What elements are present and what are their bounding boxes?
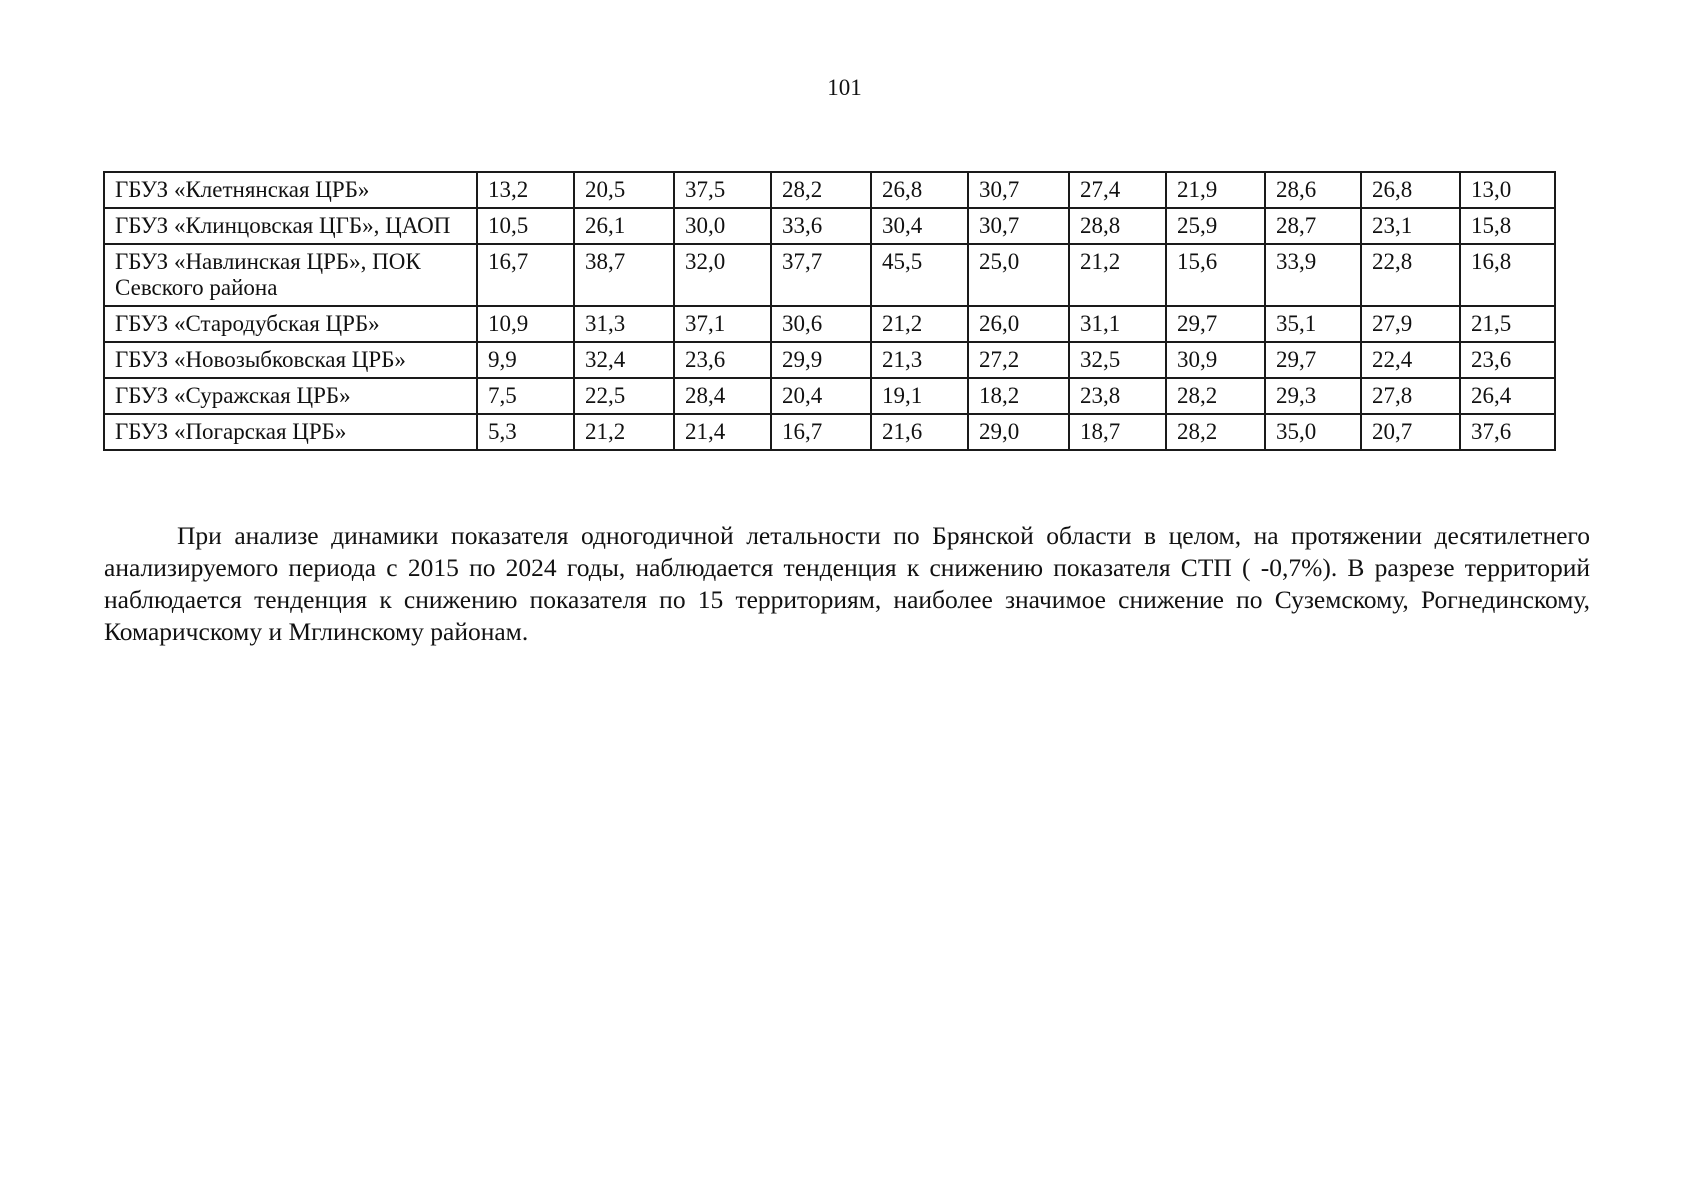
value-cell: 23,6 [674, 342, 771, 378]
value-cell: 30,4 [871, 208, 968, 244]
value-cell: 27,4 [1069, 172, 1166, 208]
value-cell: 28,7 [1265, 208, 1361, 244]
value-cell: 29,9 [771, 342, 871, 378]
value-cell: 23,1 [1361, 208, 1460, 244]
value-cell: 22,5 [574, 378, 674, 414]
value-cell: 30,0 [674, 208, 771, 244]
value-cell: 27,9 [1361, 306, 1460, 342]
value-cell: 33,6 [771, 208, 871, 244]
value-cell: 21,9 [1166, 172, 1265, 208]
value-cell: 21,2 [1069, 244, 1166, 306]
value-cell: 33,9 [1265, 244, 1361, 306]
value-cell: 35,1 [1265, 306, 1361, 342]
value-cell: 30,9 [1166, 342, 1265, 378]
value-cell: 30,7 [968, 208, 1069, 244]
value-cell: 26,0 [968, 306, 1069, 342]
value-cell: 22,4 [1361, 342, 1460, 378]
value-cell: 45,5 [871, 244, 968, 306]
table-row [104, 306, 1555, 342]
value-cell: 20,5 [574, 172, 674, 208]
value-cell: 26,1 [574, 208, 674, 244]
table-row [104, 172, 1555, 208]
value-cell: 32,4 [574, 342, 674, 378]
value-cell: 28,2 [1166, 378, 1265, 414]
value-cell: 29,0 [968, 414, 1069, 450]
value-cell: 38,7 [574, 244, 674, 306]
value-cell: 20,7 [1361, 414, 1460, 450]
value-cell: 10,9 [477, 306, 574, 342]
value-cell: 27,2 [968, 342, 1069, 378]
value-cell: 21,4 [674, 414, 771, 450]
value-cell: 18,7 [1069, 414, 1166, 450]
table-row [104, 342, 1555, 378]
value-cell: 18,2 [968, 378, 1069, 414]
value-cell: 32,0 [674, 244, 771, 306]
value-cell: 25,9 [1166, 208, 1265, 244]
value-cell: 21,2 [574, 414, 674, 450]
value-cell: 20,4 [771, 378, 871, 414]
value-cell: 13,2 [477, 172, 574, 208]
value-cell: 13,0 [1460, 172, 1555, 208]
value-cell: 35,0 [1265, 414, 1361, 450]
institution-name-cell: ГБУЗ «Погарская ЦРБ» [104, 414, 477, 450]
value-cell: 28,4 [674, 378, 771, 414]
value-cell: 25,0 [968, 244, 1069, 306]
institution-name-cell: ГБУЗ «Суражская ЦРБ» [104, 378, 477, 414]
value-cell: 32,5 [1069, 342, 1166, 378]
value-cell: 37,7 [771, 244, 871, 306]
value-cell: 16,8 [1460, 244, 1555, 306]
value-cell: 15,8 [1460, 208, 1555, 244]
value-cell: 22,8 [1361, 244, 1460, 306]
table-row [104, 378, 1555, 414]
value-cell: 30,6 [771, 306, 871, 342]
value-cell: 5,3 [477, 414, 574, 450]
institution-name-cell: ГБУЗ «Стародубская ЦРБ» [104, 306, 477, 342]
value-cell: 30,7 [968, 172, 1069, 208]
table-row [104, 208, 1555, 244]
value-cell: 29,3 [1265, 378, 1361, 414]
value-cell: 10,5 [477, 208, 574, 244]
value-cell: 37,6 [1460, 414, 1555, 450]
value-cell: 28,8 [1069, 208, 1166, 244]
value-cell: 26,8 [871, 172, 968, 208]
value-cell: 31,1 [1069, 306, 1166, 342]
mortality-table [103, 171, 1556, 451]
institution-name-cell: ГБУЗ «Новозыбковская ЦРБ» [104, 342, 477, 378]
value-cell: 27,8 [1361, 378, 1460, 414]
value-cell: 26,8 [1361, 172, 1460, 208]
value-cell: 26,4 [1460, 378, 1555, 414]
value-cell: 16,7 [771, 414, 871, 450]
value-cell: 29,7 [1166, 306, 1265, 342]
value-cell: 28,2 [1166, 414, 1265, 450]
table-body [104, 172, 1555, 450]
analysis-paragraph: При анализе динамики показателя одногодичной летальности по Брянской области в целом, на протяжении десятилетнего анализируемого периода с 2015 по 2024 годы, наблюдается тенденция к снижению показателя СТП ( -0,7%). В разрезе территорий наблюдается тенденция к снижению показателя по 15 территориям, наиболее значимое снижение по Суземскому, Рогнединскому, Комаричскому и Мглинскому районам. [104, 521, 1590, 646]
value-cell: 21,2 [871, 306, 968, 342]
table-row [104, 414, 1555, 450]
value-cell: 29,7 [1265, 342, 1361, 378]
value-cell: 21,3 [871, 342, 968, 378]
institution-name-cell: ГБУЗ «Клинцовская ЦГБ», ЦАОП [104, 208, 477, 244]
table-row [104, 244, 1555, 306]
value-cell: 31,3 [574, 306, 674, 342]
value-cell: 21,6 [871, 414, 968, 450]
value-cell: 23,8 [1069, 378, 1166, 414]
value-cell: 28,2 [771, 172, 871, 208]
value-cell: 23,6 [1460, 342, 1555, 378]
institution-name-cell: ГБУЗ «Навлинская ЦРБ», ПОК Севского района [104, 244, 477, 306]
page-number: 101 [827, 75, 862, 100]
value-cell: 19,1 [871, 378, 968, 414]
value-cell: 15,6 [1166, 244, 1265, 306]
value-cell: 37,1 [674, 306, 771, 342]
institution-name-cell: ГБУЗ «Клетнянская ЦРБ» [104, 172, 477, 208]
value-cell: 21,5 [1460, 306, 1555, 342]
value-cell: 7,5 [477, 378, 574, 414]
value-cell: 9,9 [477, 342, 574, 378]
value-cell: 28,6 [1265, 172, 1361, 208]
value-cell: 37,5 [674, 172, 771, 208]
value-cell: 16,7 [477, 244, 574, 306]
